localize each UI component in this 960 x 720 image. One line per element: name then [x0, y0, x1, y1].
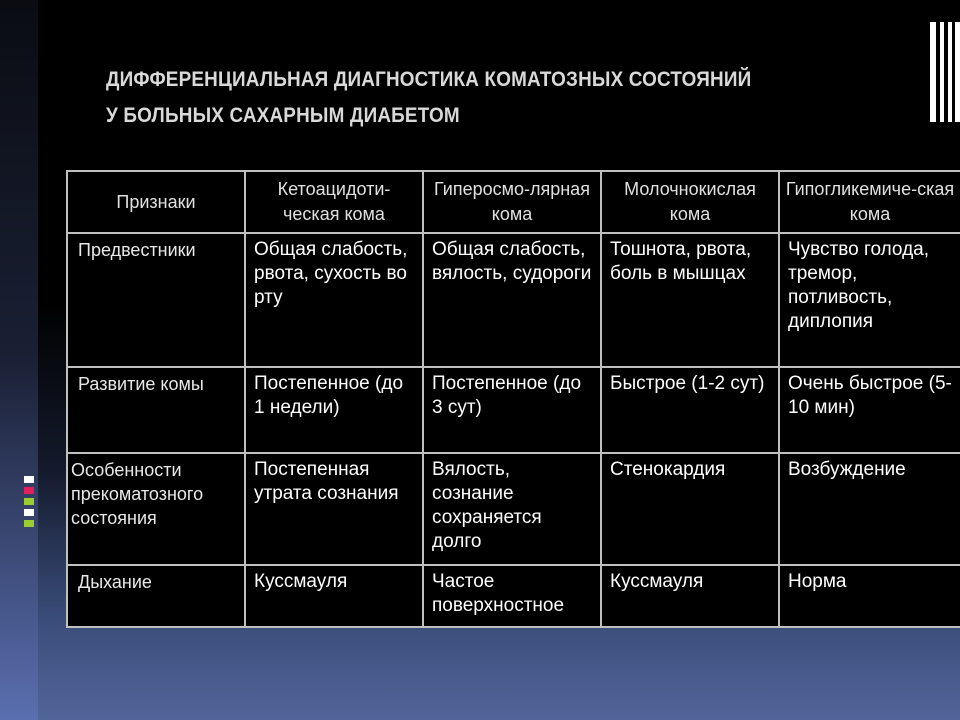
left-decor-squares [24, 476, 36, 556]
table-cell: Куссмауля [245, 565, 423, 627]
table-cell: Чувство голода, тремор, потливость, диплопия [779, 233, 960, 367]
table-cell: Общая слабость, вялость, судороги [423, 233, 601, 367]
header-lactic: Молочнокислая кома [601, 171, 779, 233]
table-cell: Быстрое (1-2 сут) [601, 367, 779, 453]
table-cell: Вялость, сознание сохраняется долго [423, 453, 601, 565]
table-header-row [67, 171, 960, 233]
table-cell: Частое поверхностное [423, 565, 601, 627]
table-row [67, 565, 960, 627]
header-hyperosmolar: Гиперосмо-лярная кома [423, 171, 601, 233]
header-hypoglycemic: Гипогликемиче-ская кома [779, 171, 960, 233]
table-cell: Общая слабость, рвота, сухость во рту [245, 233, 423, 367]
row-label: Дыхание [67, 565, 245, 627]
table-cell: Норма [779, 565, 960, 627]
table-cell: Очень быстрое (5-10 мин) [779, 367, 960, 453]
table-cell: Куссмауля [601, 565, 779, 627]
table-cell: Тошнота, рвота, боль в мышцах [601, 233, 779, 367]
table-row [67, 453, 960, 565]
header-signs: Признаки [67, 171, 245, 233]
table-cell: Постепенное (до 1 недели) [245, 367, 423, 453]
header-ketoacidotic: Кетоацидоти-ческая кома [245, 171, 423, 233]
diagnosis-table [66, 170, 960, 628]
table-cell: Стенокардия [601, 453, 779, 565]
row-label: Особенности прекоматозного состояния [67, 453, 245, 565]
table-row [67, 367, 960, 453]
table-cell: Постепенное (до 3 сут) [423, 367, 601, 453]
table-row [67, 233, 960, 367]
right-decor-bars [930, 22, 960, 122]
slide-title [106, 62, 790, 134]
table-cell: Постепенная утрата сознания [245, 453, 423, 565]
title-line-1: ДИФФЕРЕНЦИАЛЬНАЯ ДИАГНОСТИКА КОМАТОЗНЫХ СОСТОЯНИЙ [106, 68, 752, 91]
left-decor-band [0, 0, 38, 720]
table-cell: Возбуждение [779, 453, 960, 565]
row-label: Предвестники [67, 233, 245, 367]
title-line-2: У БОЛЬНЫХ САХАРНЫМ ДИАБЕТОМ [106, 104, 460, 127]
row-label: Развитие комы [67, 367, 245, 453]
